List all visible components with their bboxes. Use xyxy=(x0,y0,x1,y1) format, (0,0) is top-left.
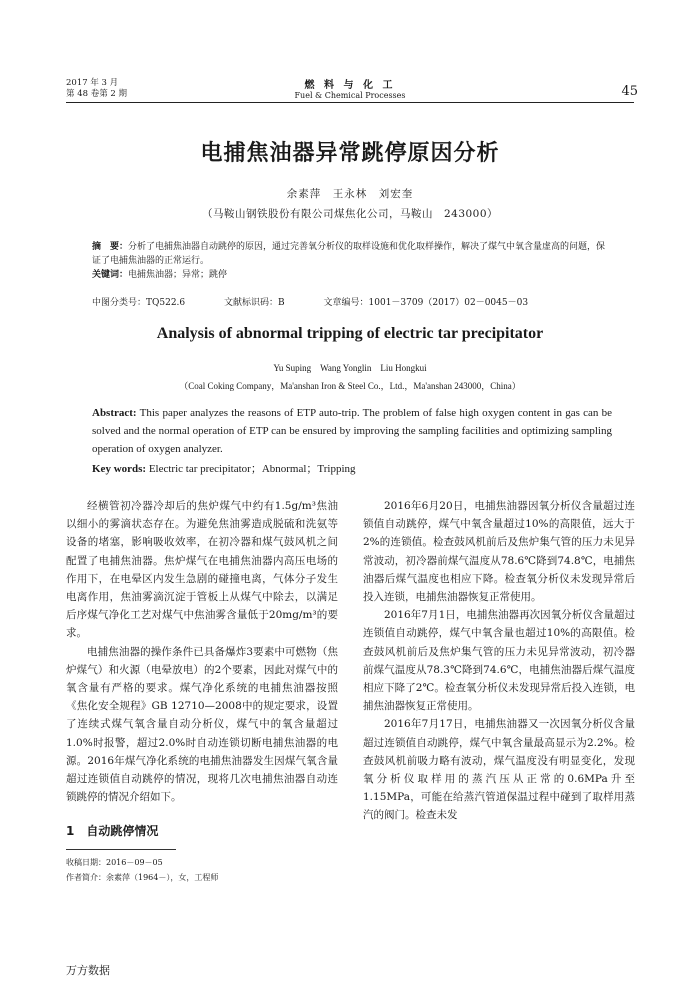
footnote xyxy=(66,855,218,885)
body-column-right xyxy=(363,497,635,825)
received-date: 收稿日期：2016－09－05 xyxy=(66,858,163,867)
body-paragraph: 经横管初冷器冷却后的焦炉煤气中约有1.5g/m³焦油以细小的雾滴状态存在。为避免焦油雾造成脱硫和洗氨等设备的堵塞，影响吸收效率，在初冷器和煤气鼓风机之间配置了电捕焦油器。焦炉煤气在电捕焦油器内高压电场的作用下，在电晕区内发生急剧的碰撞电离，气体分子发生电离作用，焦油雾滴沉淀于管板上从煤气中除去，以满足后序煤气净化工艺对煤气中焦油雾含量低于20mg/m³的要求。 xyxy=(66,500,338,640)
journal-name-en: Fuel & Chemical Processes xyxy=(294,91,406,100)
body-paragraph: 电捕焦油器的操作条件已具备爆炸3要素中可燃物（焦炉煤气）和火源（电晕放电）的2个要素，因此对煤气中的氧含量有严格的要求。煤气净化系统的电捕焦油器按照《焦化安全规程》GB 12710—2008中的规定要求，设置了连续式煤气氧含量自动分析仪，煤气中的氧含量超过1.0%时报警，超过2.0%时自动连锁切断电捕焦油器的电源。2016年煤气净化系统的电捕焦油器发生因煤气氧含量超过连锁值自动跳停的情况，现将几次电捕焦油器自动连锁跳停的情况介绍如下。 xyxy=(66,645,338,804)
abstract-cn-label: 摘 要： xyxy=(92,242,129,252)
source-watermark: 万方数据 xyxy=(66,964,110,977)
author-bio: 作者简介：余素萍（1964－），女，工程师 xyxy=(66,873,219,882)
footnote-divider xyxy=(66,849,176,850)
keywords-cn-label: 关键词： xyxy=(92,270,129,280)
keywords-en-label: Key words: xyxy=(92,463,147,475)
paper-title-en: Analysis of abnormal tripping of electric tar precipitator xyxy=(156,325,544,342)
journal-name xyxy=(240,76,460,100)
authors-en: Yu Suping Wang Yonglin Liu Hongkui xyxy=(273,363,427,373)
body-paragraph: 2016年7月17日，电捕焦油器又一次因氧分析仪含量超过连锁值自动跳停，煤气中氧含量最高显示为2.2%。检查鼓风机前吸力略有波动，煤气温度没有明显变化，发现氧分析仪取样用的蒸汽压从正常的0.6MPa升至1.15MPa，可能在给蒸汽管道保温过程中碰到了取样用蒸汽的阀门。检查未发 xyxy=(363,718,635,822)
article-number: 文章编号：1001－3709（2017）02－0045－03 xyxy=(323,298,529,308)
affiliation-cn: （马鞍山钢铁股份有限公司煤焦化公司，马鞍山 243000） xyxy=(201,208,499,220)
document-code: 文献标识码：B xyxy=(224,298,285,308)
keywords-cn: 电捕焦油器；异常；跳停 xyxy=(128,270,228,280)
issue-date: 2017 年 3 月 xyxy=(66,78,119,88)
issue-info xyxy=(66,78,127,100)
abstract-en-label: Abstract: xyxy=(92,407,137,419)
keywords-en xyxy=(92,460,612,476)
authors-cn: 余素萍 王永林 刘宏奎 xyxy=(286,188,414,200)
body-paragraph: 2016年6月20日，电捕焦油器因氧分析仪含量超过连锁值自动跳停，煤气中氧含量超过10%的高限值，远大于2%的连锁值。检查鼓风机前后及焦炉集气管的压力未见异常波动，初冷器前煤气温度从78.6℃降到74.8℃，电捕焦油器后煤气温度也相应下降。检查氧分析仪未发现异常后投入连锁，电捕焦油器恢复正常使用。 xyxy=(363,500,635,604)
keywords-en-text: Electric tar precipitator；Abnormal；Tripping xyxy=(146,463,356,475)
section-heading: 1 自动跳停情况 xyxy=(66,824,159,838)
abstract-cn xyxy=(92,240,612,282)
classification-row xyxy=(92,295,612,308)
body-paragraph: 2016年7月1日，电捕焦油器再次因氧分析仪含量超过连锁值自动跳停，煤气中氧含量也超过10%的高限值。检查鼓风机前后及焦炉集气管的压力未见异常波动，初冷器前煤气温度从78.3℃降到74.6℃，电捕焦油器后煤气温度相应下降了2℃。检查氧分析仪未发现异常后投入连锁，电捕焦油器恢复正常使用。 xyxy=(363,609,635,713)
page-number: 45 xyxy=(621,84,638,99)
abstract-en-text: This paper analyzes the reasons of ETP auto-trip. The problem of false high oxygen content in gas can be solved and the normal operation of ETP can be ensured by improving the sampling facilities and optimizing sampling operation of oxygen analyzer. xyxy=(92,407,612,455)
affiliation-en: （Coal Coking Company，Ma'anshan Iron & Steel Co.，Ltd.，Ma'anshan 243000，China） xyxy=(179,381,521,391)
abstract-cn-text: 分析了电捕焦油器自动跳停的原因，通过完善氧分析仪的取样设施和优化取样操作，解决了煤气中氧含量虚高的问题，保证了电捕焦油器的正常运行。 xyxy=(92,242,606,266)
clc-number: 中图分类号：TQ522.6 xyxy=(92,298,186,308)
body-column-left xyxy=(66,497,338,806)
abstract-en xyxy=(92,404,612,458)
header-divider xyxy=(66,102,634,103)
journal-name-cn: 燃 料 与 化 工 xyxy=(304,80,396,91)
paper-title-cn: 电捕焦油器异常跳停原因分析 xyxy=(200,141,500,166)
issue-volume: 第 48 卷第 2 期 xyxy=(66,89,128,99)
